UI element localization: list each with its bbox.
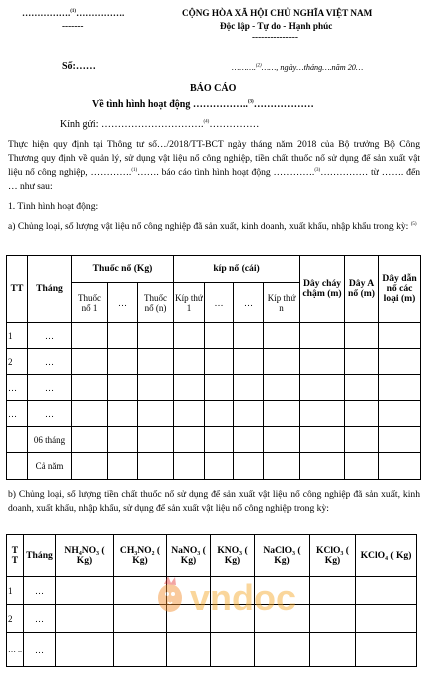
row-thang: … [24,633,56,667]
nation-name: CỘNG HÒA XÃ HỘI CHỦ NGHĨA VIỆT NAM [182,8,373,18]
section-1a-paragraph [8,220,420,234]
explosives-table [6,255,421,480]
row-thang: … [24,577,56,605]
col-tt: TT [7,256,28,323]
row-thang: Cả năm [28,453,72,480]
row-thang: … [28,401,72,427]
col-kip-dots-2: … [234,283,264,323]
place-prefix: ………. [232,63,256,72]
place-note: (2) [255,63,262,69]
table-row [7,349,421,375]
table-row [7,633,417,667]
motto-dashes: --------------- [252,32,298,42]
intro-part3: …………… từ ……. đến … như sau: [8,167,421,192]
row-tt: 1 [7,577,24,605]
vndoc-watermark-logo [152,572,328,620]
place-suffix: ……, ngày…tháng….năm 20… [261,63,364,72]
row-thang: 06 tháng [28,427,72,453]
recipient-note: (4) [203,119,210,125]
col-kip-1: Kíp thứ 1 [174,283,205,323]
table2-header-row [7,535,417,577]
agency-line-2: ……………. [76,8,125,18]
section-1a-text: a) Chủng loại, số lượng vật liệu nổ công nghiệp đã sản xuất, kinh doanh, xuất khẩu, nhập khẩu trong kỳ: [8,221,409,232]
table1-header-row-1 [7,256,421,283]
document-number: Số:…… [62,61,96,72]
col-nano3: NaNO₃ ( Kg) [167,535,211,577]
table-row [7,323,421,349]
col-ch3no2: CH₃NO₂ ( Kg) [114,535,167,577]
row-tt: … [7,375,28,401]
col-thuoc-n: Thuốc nổ (n) [138,283,174,323]
col-group-kip-no: kíp nổ (cái) [174,256,300,283]
agency-line-1: ……………. [22,8,71,18]
col-kno3: KNO₃ ( Kg) [211,535,255,577]
intro-note1: (1) [131,167,138,173]
section-1-heading: 1. Tình hình hoạt động: [8,201,99,212]
col-kip-n: Kíp thứ n [264,283,300,323]
row-tt: 2 [7,605,24,633]
subtitle-prefix: Về tình hình hoạt động …………….. [92,99,248,110]
intro-note2: (3) [314,167,321,173]
col-group-thuoc-no: Thuốc nổ (Kg) [72,256,174,283]
mascot-icon [158,576,182,612]
table-row [7,401,421,427]
row-tt [7,453,28,480]
row-thang: … [28,375,72,401]
col-nh4no3: NH₄NO₃ ( Kg) [56,535,114,577]
section-1b-paragraph: b) Chủng loại, số lượng tiền chất thuốc nổ sử dụng để sản xuất vật liệu nổ công nghiệp đã sản xuất, kinh doanh, xuất khẩu, nhập khẩu, sử dụng để sản xuất vật liệu nổ công nghiệp trong kỳ: [8,489,420,514]
table-row [7,453,421,480]
agency-note: (1) [70,8,77,14]
row-tt: 2 [7,349,28,375]
row-thang: … [28,349,72,375]
col-thang: Tháng [28,256,72,323]
recipient-prefix: Kính gửi: …………………………. [60,119,204,130]
motto: Độc lập - Tự do - Hạnh phúc [220,21,333,31]
intro-paragraph [8,138,420,194]
col-tt: T T [7,535,24,577]
table-row [7,427,421,453]
place-date-line [232,63,363,72]
col-day-a: Dây A nổ (m) [345,256,379,323]
agency-dashes: ------- [62,21,84,31]
row-tt: … .. [7,633,24,667]
section-1a-note: (5) [410,221,417,227]
intro-part1: Thực hiện quy định tại Thông tư số…/2018/TT-BCT ngày tháng năm 2018 của Bộ trưởng Bộ Công Thương quy định về quản lý, sử dụng vật liệu nổ công nghiệp, tiền chất thuốc nổ sử dụng để sản xuất vật liệu nổ công nghiệp, …………. [8,139,420,178]
col-day-chay-cham: Dây cháy chậm (m) [300,256,345,323]
subtitle-note: (3) [247,99,254,105]
row-tt: … [7,401,28,427]
col-kclo3: KClO₃ ( Kg) [310,535,356,577]
col-thuoc-1: Thuốc nổ 1 [72,283,108,323]
report-title: BÁO CÁO [190,83,237,94]
report-subtitle [92,99,314,110]
col-naclo3: NaClO₃ ( Kg) [255,535,310,577]
row-thang: … [24,605,56,633]
recipient-suffix: …………… [209,119,260,130]
subtitle-suffix: ……………… [253,99,314,110]
row-tt [7,427,28,453]
col-thuoc-dots: … [108,283,138,323]
row-thang: … [28,323,72,349]
col-kclo4: KClO₄ ( Kg) [356,535,417,577]
table-row [7,375,421,401]
recipient-line [60,119,259,130]
col-day-dan: Dây dẫn nổ các loại (m) [379,256,421,323]
row-tt: 1 [7,323,28,349]
col-kip-dots-1: … [205,283,234,323]
watermark-text: vndoc [190,577,297,618]
col-thang: Tháng [24,535,56,577]
agency-name-line [22,8,124,18]
intro-part2: ……. báo cáo tình hình hoạt động …………. [137,167,315,178]
